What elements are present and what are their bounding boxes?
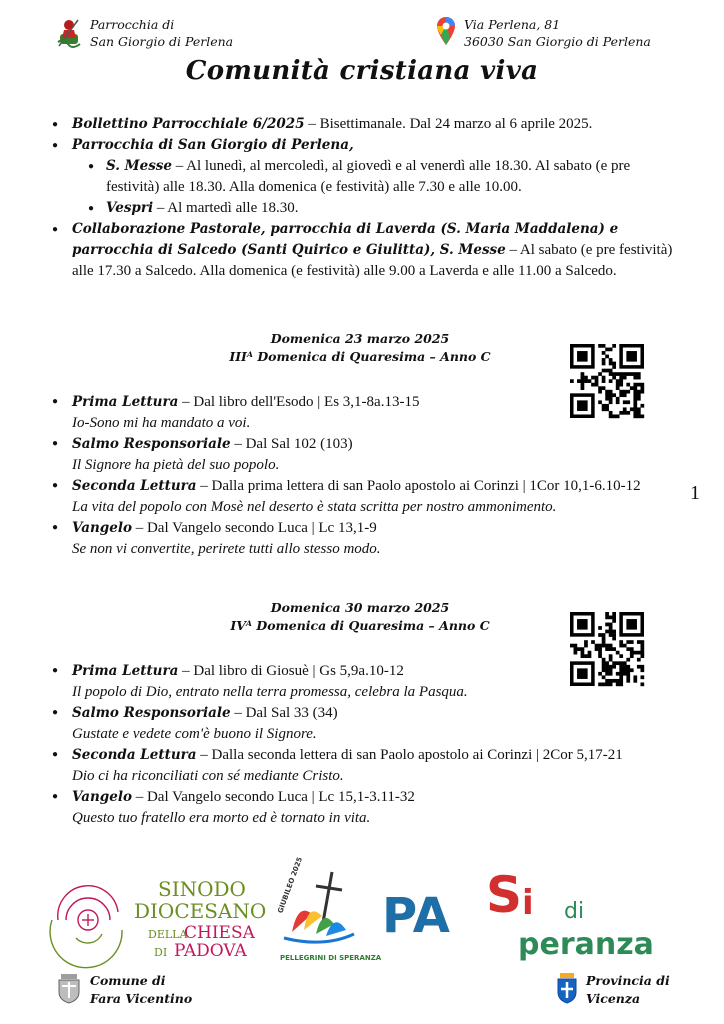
list-item: ● Seconda Lettura – Dalla prima lettera di san Paolo apostolo ai Corinzi | 1Cor 10,1-6.10-12 La vita del popolo con Mosè nel deserto è stata scritta per nostro ammonimento. — [50, 476, 680, 517]
giubileo-logo — [270, 856, 382, 964]
list-item: ● Vespri – Al martedì alle 18.30. — [86, 198, 680, 219]
svg-text:DELLA: DELLA — [148, 928, 188, 941]
svg-text:S: S — [486, 866, 523, 924]
list-item: ● Vangelo – Dal Vangelo secondo Luca | Lc 13,1-9 Se non vi convertite, perirete tutti allo stesso modo. — [50, 518, 680, 559]
comune-name: Comune di Fara Vicentino — [90, 973, 193, 1006]
saint-george-icon — [56, 16, 82, 50]
partner-logos — [50, 856, 680, 964]
list-item: ● Vangelo – Dal Vangelo secondo Luca | Lc 15,1-3.11-32 Questo tuo fratello era morto ed è tornato in vita. — [50, 787, 680, 828]
provincia-name: Provincia di Vicenza — [586, 973, 670, 1006]
parish-header — [56, 16, 233, 50]
address: Via Perlena, 81 36030 San Giorgio di Perlena — [464, 17, 651, 49]
svg-text:DIOCESANO: DIOCESANO — [134, 899, 267, 923]
readings-list — [50, 661, 680, 829]
list-item: ● Salmo Responsoriale – Dal Sal 33 (34) Gustate e vedete com'è buono il Signore. — [50, 703, 680, 744]
comune-footer — [56, 972, 192, 1008]
parish-name: Parrocchia di San Giorgio di Perlena — [90, 17, 234, 49]
list-item: ● Parrocchia di San Giorgio di Perlena, ● S. Messe – Al lunedì, al mercoledì, al giovedì e al venerdì alle 18.30. Al sabato (e pre festività) alle 18.30. Alla domenica (e festività) alle 7.30 e alle 10.00. ● Vespri – Al martedì alle 18.30. — [50, 135, 680, 219]
page-title: Comunità cristiana viva — [185, 56, 539, 86]
svg-text:PADOVA: PADOVA — [174, 941, 247, 961]
readings-list — [50, 392, 680, 560]
list-item: ● Prima Lettura – Dal libro dell'Esodo | Es 3,1-8a.13-15 Io-Sono mi ha mandato a voi. — [50, 392, 680, 433]
list-item: ● Salmo Responsoriale – Dal Sal 102 (103) Il Signore ha pietà del suo popolo. — [50, 434, 680, 475]
list-item: ● Seconda Lettura – Dalla seconda lettera di san Paolo apostolo ai Corinzi | 2Cor 5,17-21 Dio ci ha riconciliati con sé mediante Cristo. — [50, 745, 680, 786]
sinodo-logo — [50, 868, 267, 964]
list-item: ● Collaborazione Pastorale, parrocchia di Laverda (S. Maria Maddalena) e parrocchia di Salcedo (Santi Quirico e Giulitta), S. Messe – Al sabato (e pre festività) alle 17.30 a Salcedo. Alla domenica (e festività) alle 9.00 a Laverda e alle 11.00 a Salcedo. — [50, 219, 680, 282]
svg-text:peranza: peranza — [518, 927, 654, 962]
svg-text:di: di — [564, 899, 585, 924]
svg-text:DI: DI — [154, 946, 168, 959]
provincial-crest-icon — [556, 972, 578, 1004]
municipal-crest-icon — [56, 972, 82, 1004]
list-item: ● Prima Lettura – Dal libro di Giosuè | Gs 5,9a.10-12 Il popolo di Dio, entrato nella terra promessa, celebra la Pasqua. — [50, 661, 680, 702]
provincia-footer — [556, 972, 670, 1008]
svg-text:PELLEGRINI DI SPERANZA: PELLEGRINI DI SPERANZA — [280, 954, 382, 962]
list-item: ● S. Messe – Al lunedì, al mercoledì, al giovedì e al venerdì alle 18.30. Al sabato (e pre festività) alle 18.30. Alla domenica (e festività) alle 7.30 e alle 10.00. — [86, 156, 680, 198]
svg-text:i: i — [522, 883, 534, 923]
svg-text:PA: PA — [382, 888, 450, 944]
list-item: ● Bollettino Parrocchiale 6/2025 – Bisettimanale. Dal 24 marzo al 6 aprile 2025. — [50, 114, 680, 135]
sunday-heading: Domenica 23 marzo 2025 IIIᴬ Domenica di Quaresima – Anno C — [229, 331, 491, 364]
sunday-heading: Domenica 30 marzo 2025 IVᴬ Domenica di Quaresima – Anno C — [230, 600, 490, 633]
info-list — [50, 114, 680, 282]
address-header — [436, 16, 651, 50]
passi-di-speranza-logo — [380, 868, 680, 964]
page-number: 1 — [690, 482, 700, 504]
svg-text:CHIESA: CHIESA — [184, 923, 255, 943]
svg-text:SINODO: SINODO — [158, 877, 246, 901]
map-pin-icon — [436, 16, 456, 46]
svg-text:GIUBILEO 2025: GIUBILEO 2025 — [276, 856, 305, 915]
